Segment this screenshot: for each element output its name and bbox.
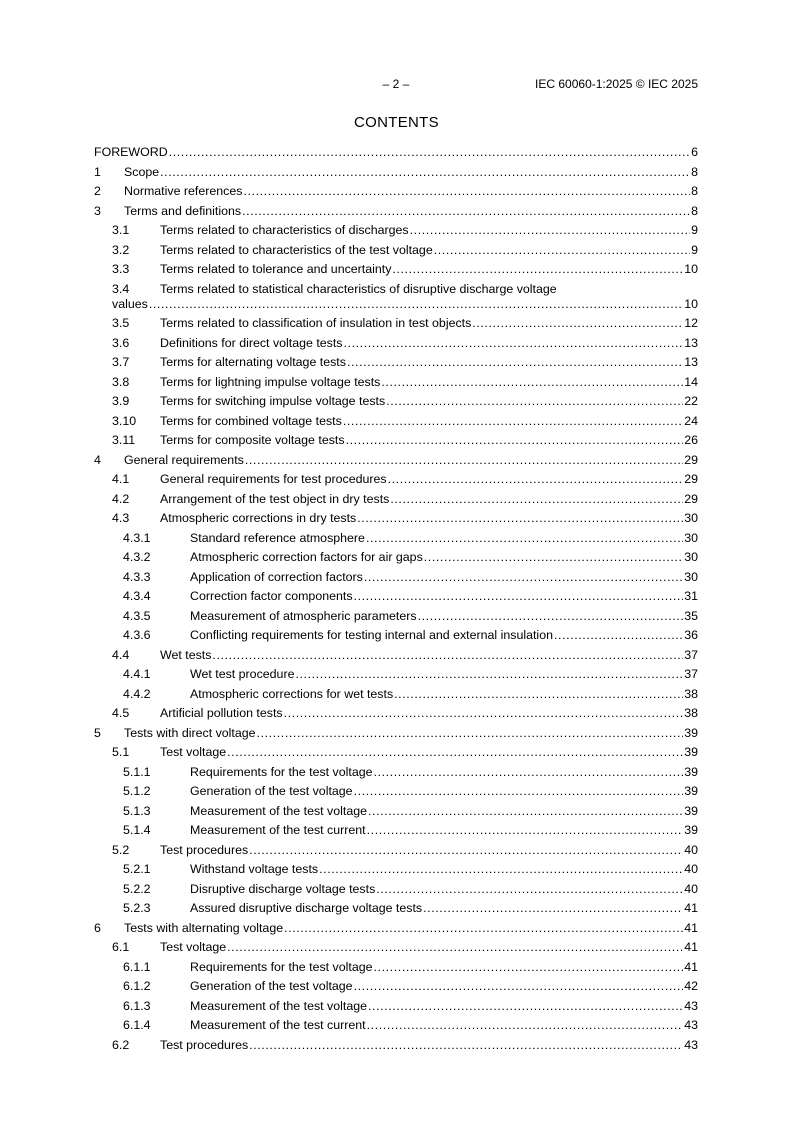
toc-entry-number: 5.1.4	[123, 823, 151, 837]
toc-entry-title: General requirements	[124, 452, 244, 467]
toc-entry-number: 5.1	[112, 745, 130, 759]
dot-leader	[245, 453, 683, 468]
toc-entry[interactable]	[94, 414, 698, 429]
toc-entry[interactable]	[94, 531, 698, 546]
dot-leader	[160, 165, 690, 180]
toc-entry[interactable]	[94, 472, 698, 487]
toc-entry[interactable]	[94, 355, 698, 370]
toc-entry[interactable]	[94, 628, 698, 643]
toc-entry[interactable]	[94, 921, 698, 936]
toc-entry-title: Terms related to tolerance and uncertainty	[160, 262, 392, 276]
toc-entry-title: Requirements for the test voltage	[190, 959, 373, 974]
toc-entry[interactable]	[94, 999, 698, 1014]
toc-entry-number: 4.3.2	[123, 550, 151, 564]
toc-entry-number: 4.1	[112, 472, 130, 486]
toc-entry-number: 4.3.5	[123, 608, 151, 623]
toc-entry[interactable]	[94, 862, 698, 877]
toc-entry[interactable]	[94, 901, 698, 916]
toc-entry[interactable]	[94, 1038, 698, 1053]
dot-leader	[227, 745, 683, 760]
toc-entry-title: Wet tests	[160, 647, 212, 662]
toc-entry[interactable]	[94, 589, 698, 604]
dot-leader	[346, 433, 684, 448]
toc-entry-title: Test procedures	[160, 842, 249, 857]
dot-leader	[227, 940, 683, 955]
toc-entry-page: 31	[684, 589, 698, 603]
copyright-notice: IEC 60060-1:2025 © IEC 2025	[535, 77, 698, 91]
toc-entry-page: 38	[684, 686, 698, 701]
toc-entry-title: Terms related to statistical characteristics of disruptive discharge voltage	[160, 281, 557, 296]
toc-entry-number: 3.2	[112, 242, 130, 257]
toc-entry-title: Tests with direct voltage	[124, 725, 256, 740]
dot-leader	[169, 145, 690, 160]
toc-entry[interactable]	[94, 823, 698, 838]
dot-leader	[418, 609, 684, 624]
toc-entry-number: 4	[94, 452, 101, 467]
toc-entry-title: Measurement of the test current	[190, 823, 366, 837]
toc-entry-number: 4.3.6	[123, 628, 151, 642]
toc-entry-page: 29	[684, 491, 698, 506]
toc-entry-title-continued: values	[112, 296, 148, 311]
dot-leader	[410, 223, 690, 238]
dot-leader	[295, 667, 683, 682]
toc-entry-page: 40	[684, 862, 698, 876]
toc-entry[interactable]	[94, 745, 698, 760]
toc-entry-title: Atmospheric correction factors for air gaps	[190, 550, 423, 564]
toc-entry-page: 29	[684, 472, 698, 486]
dot-leader	[368, 999, 683, 1014]
toc-entry-page: 10	[684, 296, 698, 311]
toc-entry[interactable]	[94, 550, 698, 565]
toc-entry-page: 9	[691, 242, 698, 257]
toc-entry-page: 12	[684, 316, 698, 330]
toc-entry[interactable]	[94, 609, 698, 624]
toc-entry-page: 39	[684, 803, 698, 818]
toc-entry[interactable]	[94, 687, 698, 702]
toc-entry-number: 3.10	[112, 413, 137, 428]
toc-entry[interactable]	[94, 648, 698, 663]
dot-leader	[284, 921, 683, 936]
toc-entry[interactable]	[94, 843, 698, 858]
toc-entry-title: Test voltage	[160, 745, 227, 759]
toc-entry-number: 3.6	[112, 335, 130, 350]
toc-entry-title: Normative references	[124, 184, 243, 198]
dot-leader	[354, 784, 684, 799]
toc-entry[interactable]	[94, 1018, 698, 1033]
toc-entry-title: Arrangement of the test object in dry tests	[160, 491, 390, 506]
dot-leader	[344, 336, 684, 351]
toc-entry-number: 5	[94, 725, 101, 740]
toc-entry-page: 39	[684, 784, 698, 798]
toc-entry-title: Terms related to characteristics of the test voltage	[160, 242, 433, 257]
toc-entry-page: 29	[684, 452, 698, 467]
toc-entry-title: FOREWORD	[94, 145, 168, 159]
toc-entry[interactable]	[94, 960, 698, 975]
toc-entry-page: 36	[684, 628, 698, 642]
toc-entry-number: 4.3.1	[123, 530, 151, 545]
toc-entry-page: 39	[684, 764, 698, 779]
toc-entry-page: 30	[684, 550, 698, 564]
dot-leader	[354, 979, 684, 994]
table-of-contents	[94, 145, 698, 1057]
dot-leader	[284, 706, 684, 721]
toc-entry-page: 39	[684, 823, 698, 837]
toc-entry-number: 3	[94, 203, 101, 218]
dot-leader	[472, 316, 683, 331]
toc-entry-title: Atmospheric corrections in dry tests	[160, 511, 357, 525]
dot-leader	[368, 804, 683, 819]
toc-entry-page: 41	[684, 959, 698, 974]
toc-entry-page: 43	[684, 1037, 698, 1052]
toc-entry-title: Measurement of the test voltage	[190, 803, 368, 818]
toc-entry-title: Correction factor components	[190, 589, 353, 603]
toc-entry-title: Measurement of atmospheric parameters	[190, 608, 417, 623]
toc-entry-title: Application of correction factors	[190, 569, 363, 584]
toc-entry-page: 8	[691, 184, 698, 198]
toc-entry-title: Test voltage	[160, 940, 227, 954]
toc-entry[interactable]	[94, 204, 698, 219]
toc-entry[interactable]	[94, 184, 698, 199]
toc-entry[interactable]	[94, 394, 698, 409]
toc-entry-page: 6	[691, 145, 698, 159]
toc-entry[interactable]	[94, 765, 698, 780]
toc-entry[interactable]	[94, 165, 698, 180]
dot-leader	[434, 243, 690, 258]
toc-entry-title: Terms related to characteristics of discharges	[160, 223, 409, 237]
toc-entry-number: 5.1.3	[123, 803, 151, 818]
dot-leader	[367, 823, 684, 838]
toc-entry-number: 4.4.1	[123, 667, 151, 681]
dot-leader	[376, 882, 683, 897]
dot-leader	[390, 492, 683, 507]
dot-leader	[554, 628, 683, 643]
toc-entry-title: Wet test procedure	[190, 667, 295, 681]
dot-leader	[392, 262, 683, 277]
toc-entry-number: 4.3	[112, 511, 130, 525]
toc-entry-page: 41	[684, 940, 698, 954]
toc-entry-number: 5.1.1	[123, 764, 151, 779]
dot-leader	[347, 355, 683, 370]
toc-entry[interactable]	[94, 804, 698, 819]
dot-leader	[374, 960, 684, 975]
toc-entry-number: 5.1.2	[123, 784, 151, 798]
toc-entry[interactable]	[94, 433, 698, 448]
dot-leader	[424, 550, 683, 565]
toc-entry-number: 4.3.3	[123, 569, 151, 584]
toc-entry-page: 35	[684, 608, 698, 623]
toc-entry-title: Tests with alternating voltage	[124, 920, 284, 935]
toc-entry-page: 43	[684, 1018, 698, 1032]
toc-entry-page: 30	[684, 530, 698, 545]
toc-entry-page: 42	[684, 979, 698, 993]
toc-entry-number: 4.5	[112, 706, 130, 720]
toc-entry-number: 6.1	[112, 940, 130, 954]
toc-entry-title: Terms for composite voltage tests	[160, 433, 345, 447]
dot-leader	[242, 204, 690, 219]
toc-entry-title: Withstand voltage tests	[190, 862, 319, 876]
toc-entry-page: 40	[684, 881, 698, 896]
toc-entry-page: 24	[684, 413, 698, 428]
toc-entry-page: 39	[684, 725, 698, 740]
toc-entry-number: 6.1.2	[123, 979, 151, 993]
toc-entry-title: Generation of the test voltage	[190, 979, 353, 993]
toc-entry-number: 3.9	[112, 394, 130, 408]
toc-entry-page: 39	[684, 745, 698, 759]
toc-entry[interactable]	[94, 282, 698, 312]
page-header	[94, 76, 698, 92]
toc-entry[interactable]	[94, 667, 698, 682]
toc-entry[interactable]	[94, 706, 698, 721]
dot-leader	[423, 901, 683, 916]
toc-entry-title: Measurement of the test voltage	[190, 998, 368, 1013]
toc-entry-page: 10	[684, 262, 698, 276]
toc-entry-title: Atmospheric corrections for wet tests	[190, 686, 394, 701]
toc-entry-title: Scope	[124, 164, 160, 179]
toc-entry-title: Terms for alternating voltage tests	[160, 355, 346, 369]
dot-leader	[249, 843, 683, 858]
toc-entry-number: 3.4	[112, 281, 130, 296]
toc-entry-number: 3.11	[112, 433, 136, 447]
toc-entry-page: 8	[691, 164, 698, 179]
toc-entry[interactable]	[94, 492, 698, 507]
toc-entry[interactable]	[94, 336, 698, 351]
toc-entry-number: 5.2.2	[123, 881, 151, 896]
toc-entry-title: Requirements for the test voltage	[190, 764, 373, 779]
toc-entry-page: 30	[684, 511, 698, 525]
toc-entry-number: 4.3.4	[123, 589, 151, 603]
toc-entry-page: 22	[684, 394, 698, 408]
toc-entry[interactable]	[94, 453, 698, 468]
page-title: CONTENTS	[354, 114, 439, 131]
toc-entry-title: Test procedures	[160, 1037, 249, 1052]
toc-entry[interactable]	[94, 511, 698, 526]
dot-leader	[354, 589, 684, 604]
dot-leader	[386, 394, 683, 409]
dot-leader	[243, 184, 690, 199]
dot-leader	[149, 297, 683, 312]
toc-entry-page: 8	[691, 203, 698, 218]
toc-entry-title: Terms for switching impulse voltage tests	[160, 394, 386, 408]
toc-entry[interactable]	[94, 784, 698, 799]
dot-leader	[381, 375, 683, 390]
toc-entry-title: General requirements for test procedures	[160, 472, 387, 486]
toc-entry[interactable]	[94, 882, 698, 897]
toc-entry-number: 4.4	[112, 647, 130, 662]
toc-entry[interactable]	[94, 979, 698, 994]
toc-entry-page: 43	[684, 998, 698, 1013]
toc-entry-title: Disruptive discharge voltage tests	[190, 881, 376, 896]
toc-entry[interactable]	[94, 316, 698, 331]
toc-entry[interactable]	[94, 375, 698, 390]
toc-entry-page: 26	[684, 433, 698, 447]
toc-entry[interactable]	[94, 243, 698, 258]
toc-entry[interactable]	[94, 570, 698, 585]
toc-entry-page: 40	[684, 842, 698, 857]
toc-entry-number: 6.2	[112, 1037, 130, 1052]
dot-leader	[388, 472, 684, 487]
toc-entry-page: 38	[684, 706, 698, 720]
toc-entry-title: Terms and definitions	[124, 203, 242, 218]
toc-entry[interactable]	[94, 940, 698, 955]
toc-entry-number: 3.1	[112, 223, 130, 237]
toc-entry-title: Terms for lightning impulse voltage tests	[160, 374, 381, 389]
toc-entry-page: 13	[684, 335, 698, 350]
toc-entry-page: 9	[691, 223, 698, 237]
toc-entry-number: 2	[94, 184, 101, 198]
dot-leader	[357, 511, 683, 526]
toc-entry-number: 3.8	[112, 374, 130, 389]
dot-leader	[249, 1038, 683, 1053]
toc-entry[interactable]	[94, 262, 698, 277]
toc-entry[interactable]	[94, 145, 698, 160]
dot-leader	[257, 726, 684, 741]
toc-entry-page: 41	[684, 920, 698, 935]
dot-leader	[374, 765, 684, 780]
toc-entry-number: 3.7	[112, 355, 130, 369]
toc-entry-page: 30	[684, 569, 698, 584]
toc-entry-title: Assured disruptive discharge voltage tests	[190, 901, 423, 915]
toc-entry-page: 37	[684, 647, 698, 662]
toc-entry-page: 37	[684, 667, 698, 681]
toc-entry-number: 6.1.4	[123, 1018, 151, 1032]
toc-entry-number: 5.2.3	[123, 901, 151, 915]
toc-entry-page: 13	[684, 355, 698, 369]
toc-entry-title: Generation of the test voltage	[190, 784, 353, 798]
toc-entry-number: 6.1.1	[123, 959, 151, 974]
toc-entry-title: Definitions for direct voltage tests	[160, 335, 343, 350]
toc-entry-title: Artificial pollution tests	[160, 706, 283, 720]
toc-entry-number: 3.3	[112, 262, 130, 276]
toc-entry[interactable]	[94, 223, 698, 238]
toc-entry-title: Standard reference atmosphere	[190, 530, 365, 545]
toc-entry-title: Conflicting requirements for testing internal and external insulation	[190, 628, 553, 642]
toc-entry-number: 5.2.1	[123, 862, 151, 876]
dot-leader	[367, 1018, 684, 1033]
toc-entry-number: 4.4.2	[123, 686, 151, 701]
page-number: – 2 –	[382, 77, 410, 91]
toc-entry-page: 14	[684, 374, 698, 389]
toc-entry-number: 6	[94, 920, 101, 935]
toc-entry-number: 3.5	[112, 316, 130, 330]
toc-entry-number: 1	[94, 164, 101, 179]
dot-leader	[212, 648, 683, 663]
dot-leader	[343, 414, 683, 429]
dot-leader	[366, 531, 683, 546]
toc-entry-number: 4.2	[112, 491, 130, 506]
toc-entry-title: Terms for combined voltage tests	[160, 413, 342, 428]
dot-leader	[319, 862, 683, 877]
toc-entry-title: Measurement of the test current	[190, 1018, 366, 1032]
dot-leader	[364, 570, 683, 585]
toc-entry-page: 41	[684, 901, 698, 915]
toc-entry-number: 6.1.3	[123, 998, 151, 1013]
dot-leader	[394, 687, 683, 702]
toc-entry-title: Terms related to classification of insulation in test objects	[160, 316, 472, 330]
toc-entry-number: 5.2	[112, 842, 130, 857]
toc-entry[interactable]	[94, 726, 698, 741]
